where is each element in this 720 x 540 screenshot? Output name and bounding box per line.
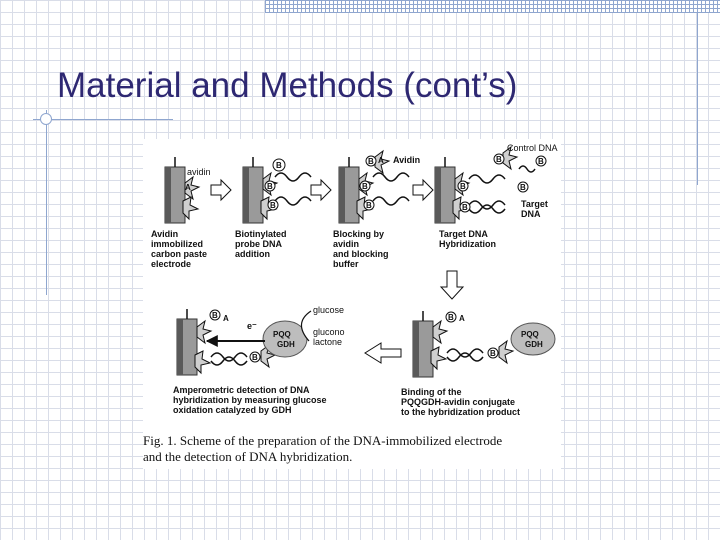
svg-text:B: B [270,201,276,210]
step3-electrode [339,157,359,223]
svg-text:electrode: electrode [151,259,192,269]
arrow-step1-to-2 [211,180,231,200]
svg-text:Amperometric detection of DNA: Amperometric detection of DNA [173,385,310,395]
binding-pqqgdh-enzyme [511,323,555,355]
gluconolactone-label: glucono [313,327,345,337]
arrow-down-to-binding [441,271,463,299]
svg-text:B: B [538,157,544,166]
scheme-diagram [143,139,561,469]
arrow-step2-to-3 [311,180,331,200]
svg-text:Hybridization: Hybridization [439,239,497,249]
detection-electrode [177,309,197,375]
svg-text:lactone: lactone [313,337,343,347]
svg-text:B: B [496,155,502,164]
svg-text:buffer: buffer [333,259,359,269]
svg-text:PQQGDH-avidin conjugate: PQQGDH-avidin conjugate [401,397,516,407]
title-underline-rule [33,119,173,120]
svg-text:B: B [366,201,372,210]
binding-electrode [413,311,433,377]
binding-caption [401,387,520,417]
svg-text:B: B [267,182,273,191]
step2-electrode [243,157,263,223]
svg-text:GDH: GDH [525,340,543,349]
dna-scheme-figure [143,139,561,469]
svg-text:PQQ: PQQ [273,330,291,339]
step1-avidin-marker: A [185,183,191,192]
svg-text:and blocking: and blocking [333,249,389,259]
control-dna-label: Control DNA [507,143,558,153]
svg-text:Avidin: Avidin [151,229,179,239]
target-dna-label: Target [521,199,548,209]
svg-text:immobilized: immobilized [151,239,204,249]
svg-text:carbon paste: carbon paste [151,249,208,259]
step3-caption [333,229,389,269]
svg-text:B: B [460,182,466,191]
figure-caption-line1: Fig. 1. Scheme of the preparation of the DNA-immobilized electrode [143,433,503,448]
figure-caption-line2: and the detection of DNA hybridization. [143,449,353,464]
step4-caption [439,229,496,249]
left-vertical-rule [46,110,47,295]
svg-text:B: B [212,311,218,320]
svg-text:hybridization by measuring glu: hybridization by measuring glucose [173,395,327,405]
slide-title: Material and Methods (cont’s) [57,66,518,105]
rule-circle-ornament [40,113,52,125]
svg-text:PQQ: PQQ [521,330,539,339]
svg-text:GDH: GDH [277,340,295,349]
binding-strands [431,312,513,369]
svg-text:to the hybridization product: to the hybridization product [401,407,520,417]
detection-pqqgdh-enzyme [263,321,307,357]
svg-text:B: B [462,203,468,212]
electron-label: e⁻ [247,321,257,331]
svg-text:avidin: avidin [333,239,360,249]
figure-caption [143,433,561,465]
arrow-step3-to-4 [413,180,433,200]
header-rule [265,12,720,13]
step1-electrode [165,157,185,223]
svg-text:probe DNA: probe DNA [235,239,282,249]
svg-text:Binding of the: Binding of the [401,387,462,397]
step1-caption [151,229,207,269]
svg-text:oxidation catalyzed by GDH: oxidation catalyzed by GDH [173,405,292,415]
svg-text:A: A [459,314,465,323]
step4-electrode [435,157,455,223]
svg-text:addition: addition [235,249,270,259]
svg-text:Biotinylated: Biotinylated [235,229,287,239]
svg-text:A: A [378,156,384,165]
step2-caption [235,229,287,259]
svg-text:B: B [362,182,368,191]
svg-text:Blocking by: Blocking by [333,229,385,239]
svg-text:B: B [368,157,374,166]
svg-text:B: B [252,353,258,362]
header-pattern-band [265,0,720,12]
avidin-tag-label: Avidin [393,155,421,165]
svg-text:B: B [490,349,496,358]
svg-text:A: A [223,314,229,323]
svg-text:Target DNA: Target DNA [439,229,488,239]
detection-caption [173,385,327,415]
avidin-label: avidin [187,167,211,177]
step2-probe-strands [261,159,311,219]
right-vertical-rule [697,0,698,185]
glucose-label: glucose [313,305,345,315]
svg-text:DNA: DNA [521,209,541,219]
svg-text:B: B [520,183,526,192]
svg-text:B: B [276,161,282,170]
arrow-left-to-detection [365,343,401,363]
svg-text:B: B [448,313,454,322]
